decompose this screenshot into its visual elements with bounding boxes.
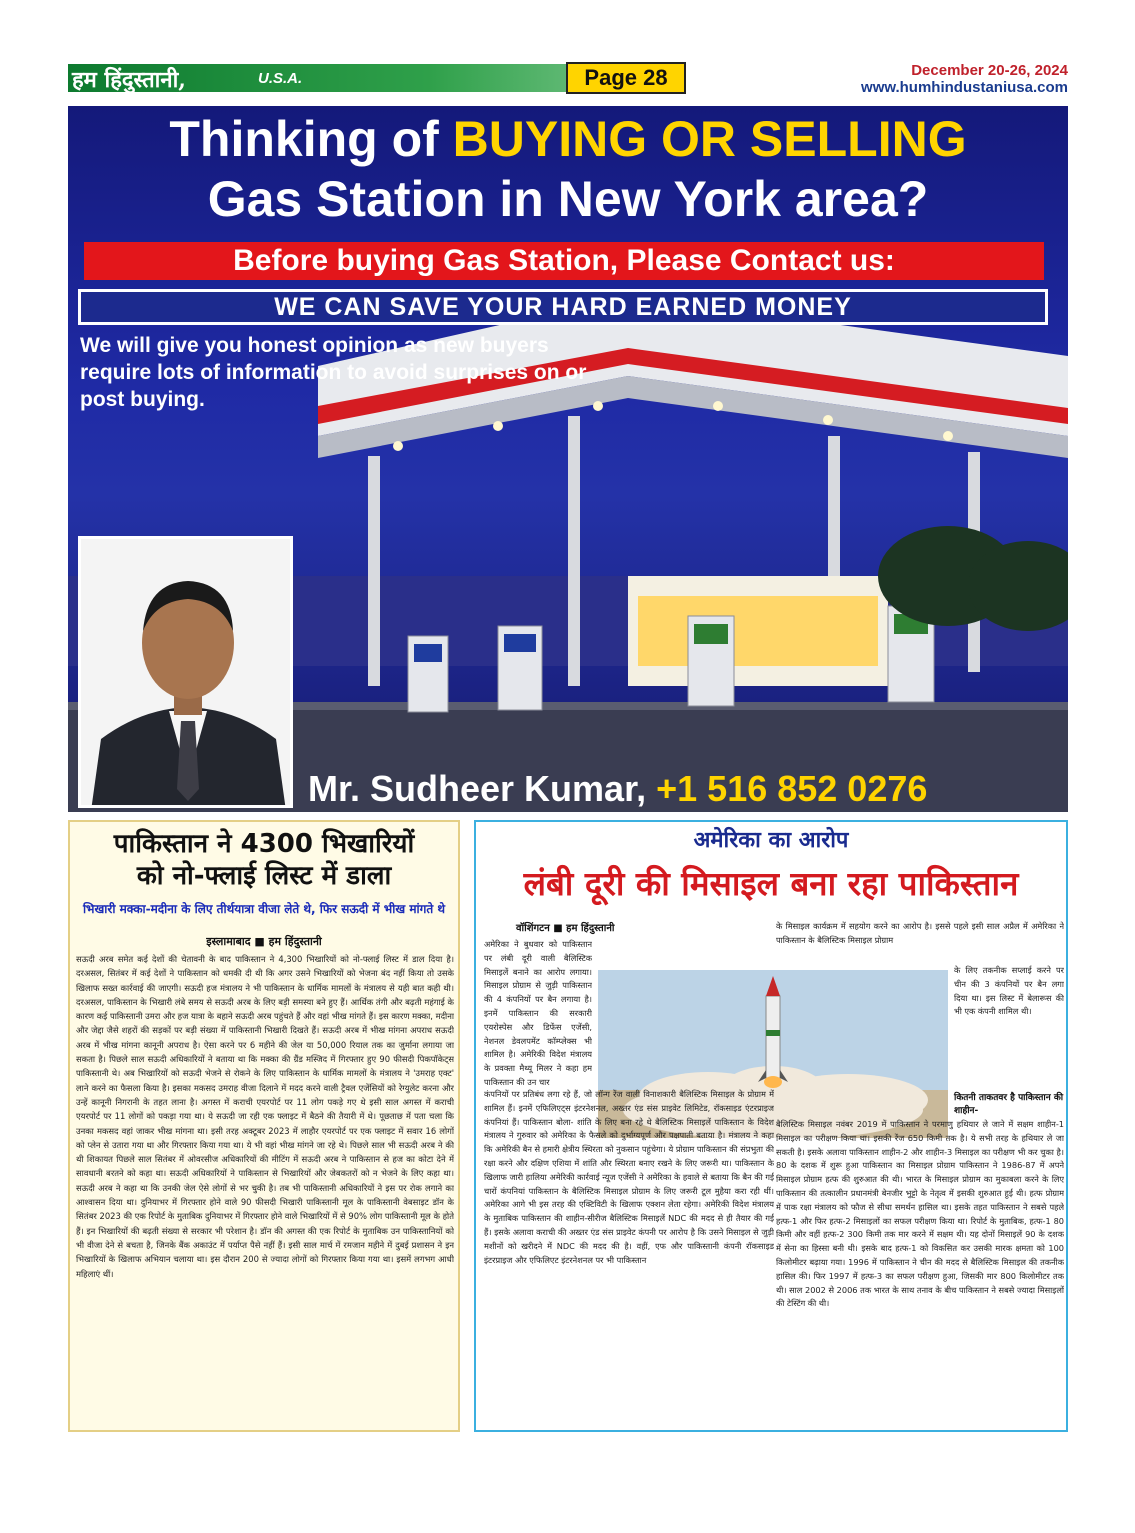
article-body-part2: कंपनियों पर प्रतिबंध लगा रहे हैं, जो लॉन्ग रेंज वाली विनाशकारी बैलिस्टिक मिसाइल के प्रोग्राम में शामिल हैं। इनमें एफिलिएट्स इंटरनेशनल, अख्तर एंड संस प्राइवेट लिमिटेड, रॉकसाइड एंटरप्राइज कंपनियां हैं। पाकिस्तान बोला- शांति के लिए बना रहे थे बैलिस्टिक मिसाइलें पाकिस्तान के विदेश मंत्रालय ने गुरुवार को अमेरिका के फैसले को दुर्भाग्यपूर्ण और पक्षपाती बताया है। मंत्रालय ने कहा कि अमेरिकी बैन से हमारी क्षेत्रीय स्थिरता को नुकसान पहुंचेगा। ये प्रोग्राम पाकिस्तान की संप्रभुता की रक्षा करने और दक्षिण एशिया में शांति और स्थिरता बनाए रखने के लिए जरूरी था। पाकिस्तान के खिलाफ जारी हालिया अमेरिकी कार्रवाई न्यूज एजेंसी ने अमेरिका के हवाले से बताया कि बैन की गई चारों कंपनियां पाकिस्तान के बैलिस्टिक मिसाइल प्रोग्राम के लिए जरूरी टूल मुहैया करा रही थीं। अमेरिका आगे भी इस तरह की एक्टिविटी के खिलाफ एक्शन लेता रहेगा। अमेरिकी विदेश मंत्रालय के मुताबिक पाकिस्तान की शाहीन-सीरीज बैलिस्टिक मिसाइलें NDC की मदद से ही तैयार की गई हैं। इसके अलावा कराची की अख्तर एंड संस प्राइवेट कंपनी पर आरोप है कि उसने मिसाइल से जुड़ी मशीनों को खरीदने में NDC की मदद की है। वहीं, एफ और पाकिस्तानी कंपनी रॉकसाइड इंटरप्राइज और एफिलिएट इंटरनेशनल पर भी पाकिस्तान [484, 1089, 774, 1265]
masthead [68, 62, 1068, 96]
contact-phone[interactable]: +1 516 852 0276 [656, 768, 928, 809]
ad-savings-banner-text: WE CAN SAVE YOUR HARD EARNED MONEY [274, 293, 852, 321]
website-link[interactable]: www.humhindustaniusa.com [861, 79, 1068, 96]
article-headline-line1: पाकिस्तान ने 4300 भिखारियों [113, 829, 415, 859]
article-headline-line2: को नो-फ्लाई लिस्ट में डाला [136, 861, 392, 891]
article-subhead: कितनी ताकतवर है पाकिस्तान की शाहीन- [954, 1093, 1064, 1116]
article-dateline: वॉशिंगटन ■ हम हिंदुस्तानी [516, 923, 615, 934]
article-body-part3: के मिसाइल कार्यक्रम में सहयोग करने का आरोप है। इससे पहले इसी साल अप्रैल में अमेरिका ने पाकिस्तान के बैलिस्टिक मिसाइल प्रोग्राम [776, 921, 1064, 945]
paper-suffix: U.S.A. [258, 70, 303, 87]
ad-contact-banner [84, 242, 1044, 280]
article-body-part1: अमेरिका ने बुधवार को पाकिस्तान पर लंबी दूरी वाली बैलिस्टिक मिसाइलें बनाने का आरोप लगाया। मिसाइल प्रोग्राम से जुड़ी पाकिस्तान की 4 कंपनियों पर बैन लगाया है। इनमें पाकिस्तान की सरकारी एयरोस्पेस और डिफेंस एजेंसी, नेशनल डेवलपमेंट कॉम्प्लेक्स भी शामिल है। अमेरिकी विदेश मंत्रालय के प्रवक्ता मैथ्यू मिलर ने कहा हम पाकिस्तान की उन चार [484, 939, 592, 1086]
article-headline [70, 828, 458, 892]
contact-name: Mr. Sudheer Kumar, [308, 768, 647, 809]
ad-headline-line2: Gas Station in New York area? [207, 171, 929, 227]
article-body-part4: के लिए तकनीक सप्लाई करने पर चीन की 3 कंपनियों पर बैन लगा दिया था। इस लिस्ट में बेलारूस की भी एक कंपनी शामिल थी। [954, 965, 1064, 1017]
ad-headline-highlight: BUYING OR SELLING [452, 111, 967, 167]
page-number: Page 28 [566, 62, 686, 94]
article-kicker: अमेरिका का आरोप [693, 828, 849, 853]
ad-savings-banner [78, 289, 1048, 325]
article-pakistan-no-fly-list [68, 820, 460, 1432]
advertiser-photo [78, 536, 293, 808]
article-body-part5: बैलिस्टिक मिसाइल नवंबर 2019 में पाकिस्तान ने परमाणु हथियार ले जाने में सक्षम शाहीन-1 मिसाइल का परीक्षण किया था। इसकी रेंज 650 किमी तक है। ये सभी तरह के हथियार ले जा सकती है। इसके अलावा पाकिस्तान शाहीन-2 और शाहीन-3 मिसाइल का परीक्षण भी कर चुका है। 80 के दशक में शुरू हुआ पाकिस्तान का मिसाइल प्रोग्राम पाकिस्तान ने 1986-87 में अपने मिसाइल प्रोग्राम हत्फ की शुरुआत की थी। भारत के मिसाइल प्रोग्राम का मुकाबला करने के लिए पाकिस्तान की तत्कालीन प्रधानमंत्री बेनजीर भुट्टो के नेतृत्व में इसकी शुरुआत हुई थी। हत्फ प्रोग्राम में पाक रक्षा मंत्रालय को फौज से सीधा समर्थन हासिल था। इसके तहत पाकिस्तान ने सबसे पहले हत्फ-1 और फिर हत्फ-2 मिसाइलों का सफल परीक्षण किया था। रिपोर्ट के मुताबिक, हत्फ-1 80 किमी और वहीं हत्फ-2 300 किमी तक मार करने में सक्षम थी। यह दोनों मिसाइलें 90 के दशक में सेना का हिस्सा बनी थी। इसके बाद हत्फ-1 को विकसित कर उसकी मारक क्षमता को 100 किलोमीटर बढ़ाया गया। 1996 में पाकिस्तान ने चीन की मदद से बैलिस्टिक मिसाइल की तकनीक हासिल की। फिर 1997 में हत्फ-3 का सफल परीक्षण हुआ, जिसकी मार 800 किलोमीटर तक थी। साल 2002 से 2006 तक भारत के साथ तनाव के बीच पाकिस्तान ने सबसे ज्यादा मिसाइलों की टेस्टिंग की थी। [776, 1119, 1064, 1309]
person-portrait-icon [81, 539, 293, 808]
article-body: सऊदी अरब समेत कई देशों की चेतावनी के बाद पाकिस्तान ने 4,300 भिखारियों को नो-फ्लाई लिस्ट में डाल दिया है। दरअसल, सितंबर में कई देशों ने पाकिस्तान को धमकी दी थी कि अगर उसने भिखारियों को भेजना बंद नहीं किया तो उसके खिलाफ सख्त कार्रवाई की जाएगी। सऊदी हज मंत्रालय ने भी पाकिस्तान के धार्मिक मामलों के मंत्रालय से यही बात कही थी। दरअसल, पाकिस्तान के भिखारी लंबे समय से सऊदी अरब के लिए बड़ी समस्या बने हुए हैं। आर्थिक तंगी और बढ़ती महंगाई के कारण कई पाकिस्तानी उमरा और हज यात्रा के बहाने सऊदी अरब पहुंचते हैं और वहां भीख मांगते हैं। इस कारण मक्का, मदीना और जेद्दा जैसे शहरों की सड़कों पर बड़ी संख्या में पाकिस्तानी भिखारी दिखते हैं। सऊदी अरब में भीख मांगना अपराध सऊदी अरब में भीख मांगना कानूनी अपराध है। ऐसा करने पर 6 महीने की जेल या 50,000 रियाल तक का जुर्माना लगाया जा सकता है। पिछले साल सऊदी अधिकारियों ने बताया था कि मक्का की ग्रैंड मस्जिद में गिरफ्तार हुए 90 फीसदी पिकपॉकेट्स पाकिस्तानी थे। अब भिखारियों को सऊदी भेजने से रोकने के लिए पाकिस्तान के धार्मिक मामलों के मंत्रालय ने 'उमराह एक्ट' लाने करने का फैसला किया है। इसका मकसद उमराह वीजा दिलाने में मदद करने वाली ट्रैवल एजेंसियों को रेग्युलेट करना और उन्हें कानूनी निगरानी के तहत लाना है। अगस्त में कराची एयरपोर्ट पर 11 लोग पकड़े गए थे इसी साल अगस्त में कराची एयरपोर्ट पर 11 लोगों को पकड़ा गया था। ये सऊदी जा रही एक फ्लाइट में बैठने की तैयारी में थे। पूछताछ में पता चला कि उनका मकसद वहां जाकर भीख मांगना था। इसी तरह अक्टूबर 2023 में लाहौर एयरपोर्ट पर एक फ्लाइट में सवार 16 लोगों को प्लेन से उतारा गया था और गिरफ्तार किया गया था। ये भी वहां भीख मांगने जा रहे थे। पिछले साल भी सऊदी अरब ने की थी शिकायत पिछले साल सितंबर में ओवरसीज अधिकारियों की मीटिंग में सऊदी अरब ने पाकिस्तान से हज का कोटा देने में सावधानी बरतने को कहा था। सऊदी अधिकारियों ने पाकिस्तान से भिखारियों और जेबकतरों को न भेजने के लिए कहा था। सऊदी अरब ने कहा था कि उनकी जेल ऐसे लोगों से भर चुकी है। तब भी पाकिस्तानी अधिकारियों ने इस पर रोक लगाने का आश्वासन दिया था। दुनियाभर में गिरफ्तार होने वाले 90 फीसदी भिखारी पाकिस्तानी मूल के पाकिस्तानी वेबसाइट डॉन के सितंबर 2023 की एक रिपोर्ट के मुताबिक दुनियाभर में गिरफ्तार होने वाले भिखारियों में से 90% लोग पाकिस्तानी मूल के होते हैं। इन भिखारियों की बढ़ती संख्या से सरकार भी परेशान है। डॉन की अगस्त की एक रिपोर्ट के मुताबिक उन पाकिस्तानियों को भी वीजा देने से बचता है, जिनके बैंक अकाउंट में पर्याप्त पैसे नहीं हैं। इसी साल मार्च में रमजान महीने में दुबई प्रशासन ने इन भिखारियों के खिलाफ अभियान चलाया था। इस दौरान 200 से ज्यादा लोगों को गिरफ्तार किया गया था। इसमें लगभग आधी महिलाएं थीं। [76, 954, 454, 1279]
ad-contact-banner-text: Before buying Gas Station, Please Contact us: [233, 244, 895, 277]
paper-name: हम हिंदुस्तानी, [72, 67, 186, 93]
issue-date: December 20-26, 2024 [911, 62, 1068, 79]
article-dateline: इस्लामाबाद ■ हम हिंदुस्तानी [206, 935, 322, 948]
ad-headline-prefix: Thinking of [169, 111, 453, 167]
article-subheadline: भिखारी मक्का-मदीना के लिए तीर्थयात्रा वीजा लेते थे, फिर सऊदी में भीख मांगते थे [82, 902, 446, 916]
article-pakistan-missile [474, 820, 1068, 1432]
article-headline: लंबी दूरी की मिसाइल बना रहा पाकिस्तान [523, 864, 1019, 903]
ad-headline-line1 [68, 110, 1068, 168]
ad-blurb: We will give you honest opinion as new buyers require lots of information to avoid surprises on or post buying. [80, 334, 587, 411]
gas-station-advertisement [68, 106, 1068, 812]
ad-contact-line [308, 768, 927, 810]
